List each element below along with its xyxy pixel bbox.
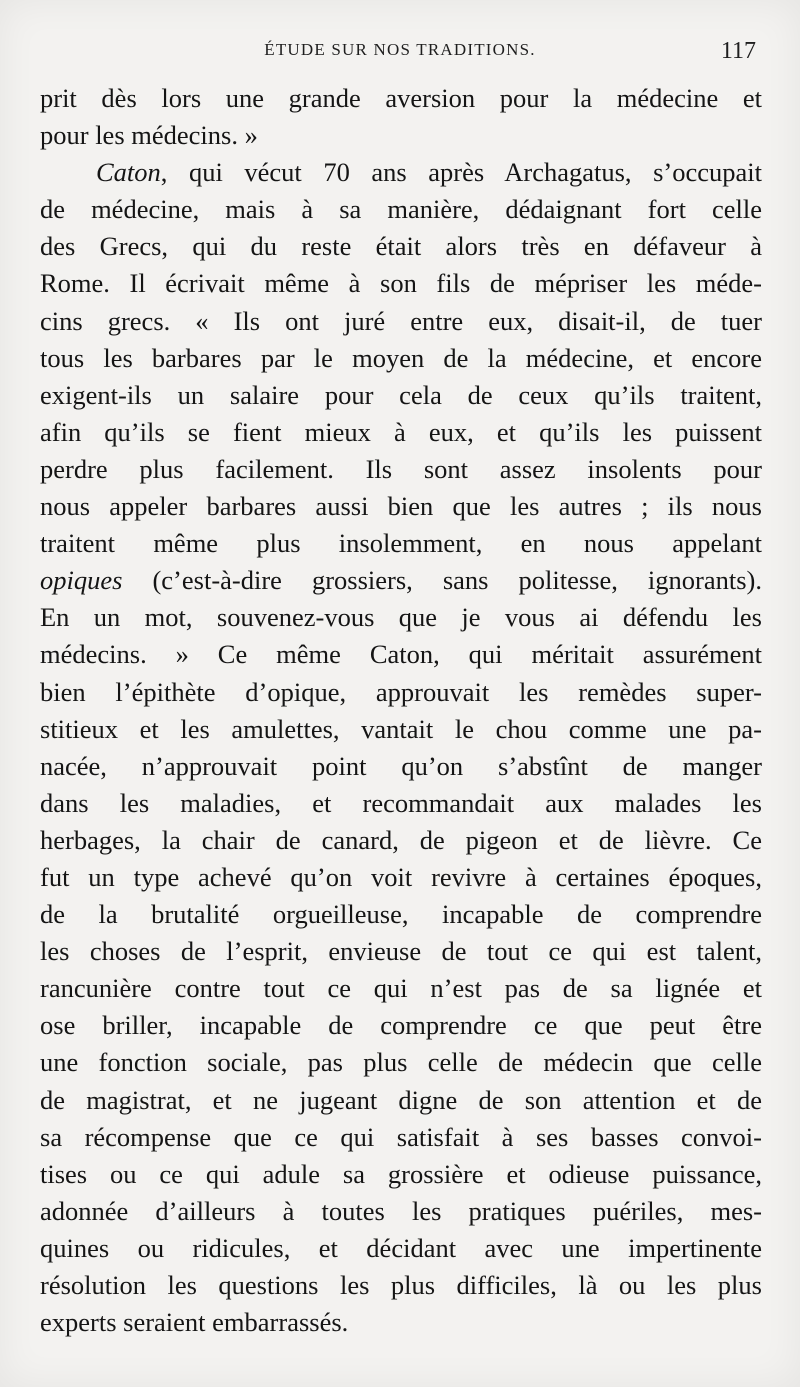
line-text: nacée, n’approuvait point qu’on s’abstînt de manger — [40, 750, 762, 781]
line-text: pour les médecins. » — [40, 120, 258, 151]
line-text: tous les barbares par le moyen de la médecine, et encore — [40, 342, 762, 373]
line-text: traitent même plus insolemment, en nous appelant — [40, 528, 762, 559]
text-line — [40, 265, 762, 302]
text-line — [40, 80, 762, 117]
text-line — [40, 562, 762, 599]
text-line — [40, 340, 762, 377]
text-line — [40, 674, 762, 711]
line-text: quines ou ridicules, et décidant avec une impertinente — [40, 1232, 762, 1263]
text-line — [40, 228, 762, 265]
text-line — [40, 896, 762, 933]
line-text: bien l’épithète d’opique, approuvait les remèdes super- — [40, 676, 762, 707]
line-text: perdre plus facilement. Ils sont assez insolents pour — [40, 453, 762, 484]
italic-text: Caton — [96, 157, 161, 188]
text-line — [40, 1193, 762, 1230]
text-line — [40, 1156, 762, 1193]
text-line — [40, 488, 762, 525]
line-text: experts seraient embarrassés. — [40, 1307, 349, 1338]
line-text: résolution les questions les plus difficiles, là ou les plus — [40, 1270, 762, 1300]
line-text: herbages, la chair de canard, de pigeon et de lièvre. Ce — [40, 824, 762, 855]
text-line — [40, 933, 762, 970]
text-line — [40, 785, 762, 822]
text-line — [40, 1007, 762, 1044]
line-text: les choses de l’esprit, envieuse de tout ce qui est talent, — [40, 936, 762, 967]
text-line — [40, 1082, 762, 1119]
page-number: 117 — [720, 38, 756, 64]
line-text: cins grecs. « Ils ont juré entre eux, disait-il, de tuer — [40, 305, 762, 336]
text-line — [40, 414, 762, 451]
line-text: En un mot, souvenez-vous que je vous ai défendu les — [40, 602, 762, 633]
text-line — [40, 117, 762, 154]
text-line — [40, 1044, 762, 1081]
text-line — [40, 636, 762, 673]
running-head-title: ÉTUDE SUR NOS TRADITIONS. — [264, 40, 536, 59]
italic-text: opiques — [40, 565, 123, 596]
line-text: fut un type achevé qu’on voit revivre à certaines époques, — [40, 861, 762, 892]
running-head — [40, 38, 760, 68]
line-text: de médecine, mais à sa manière, dédaignant fort celle — [40, 194, 762, 225]
text-line — [40, 377, 762, 414]
text-line — [40, 822, 762, 859]
text-line — [40, 525, 762, 562]
line-text: dans les maladies, et recommandait aux malades les — [40, 787, 762, 818]
text-line — [40, 191, 762, 228]
line-text: adonnée d’ailleurs à toutes les pratiques puériles, mes- — [40, 1195, 762, 1226]
text-line — [40, 711, 762, 748]
text-line — [40, 859, 762, 896]
text-line — [40, 748, 762, 785]
line-text: exigent-ils un salaire pour cela de ceux qu’ils traitent, — [40, 379, 762, 410]
line-text: nous appeler barbares aussi bien que les autres ; ils nous — [40, 491, 762, 522]
text-line — [40, 599, 762, 636]
text-line — [40, 154, 762, 191]
line-text: , qui vécut 70 ans après Archagatus, s’occupait — [160, 157, 762, 188]
text-line — [40, 303, 762, 340]
text-line — [40, 451, 762, 488]
line-text: de la brutalité orgueilleuse, incapable de comprendre — [40, 899, 762, 930]
line-text: prit dès lors une grande aversion pour la médecine et — [40, 83, 762, 113]
line-text: sa récompense que ce qui satisfait à ses basses convoi- — [40, 1121, 762, 1152]
line-text: Rome. Il écrivait même à son fils de mépriser les méde- — [40, 268, 762, 299]
line-text: médecins. » Ce même Caton, qui méritait assurément — [40, 639, 762, 670]
text-line — [40, 1304, 762, 1341]
line-text: ose briller, incapable de comprendre ce que peut être — [40, 1010, 762, 1041]
body-text — [40, 80, 762, 1341]
text-line — [40, 1230, 762, 1267]
text-line — [40, 1119, 762, 1156]
text-line — [40, 1267, 762, 1304]
line-text: (c’est-à-dire grossiers, sans politesse, ignorants). — [122, 565, 762, 596]
line-text: une fonction sociale, pas plus celle de médecin que celle — [40, 1047, 762, 1078]
line-text: stitieux et les amulettes, vantait le chou comme une pa- — [40, 713, 762, 744]
line-text: de magistrat, et ne jugeant digne de son attention et de — [40, 1084, 762, 1115]
line-text: des Grecs, qui du reste était alors très en défaveur à — [40, 231, 762, 262]
line-text: tises ou ce qui adule sa grossière et odieuse puissance, — [40, 1158, 762, 1189]
line-text: afin qu’ils se fient mieux à eux, et qu’ils les puissent — [40, 416, 762, 447]
line-text: rancunière contre tout ce qui n’est pas de sa lignée et — [40, 973, 762, 1004]
text-line — [40, 970, 762, 1007]
